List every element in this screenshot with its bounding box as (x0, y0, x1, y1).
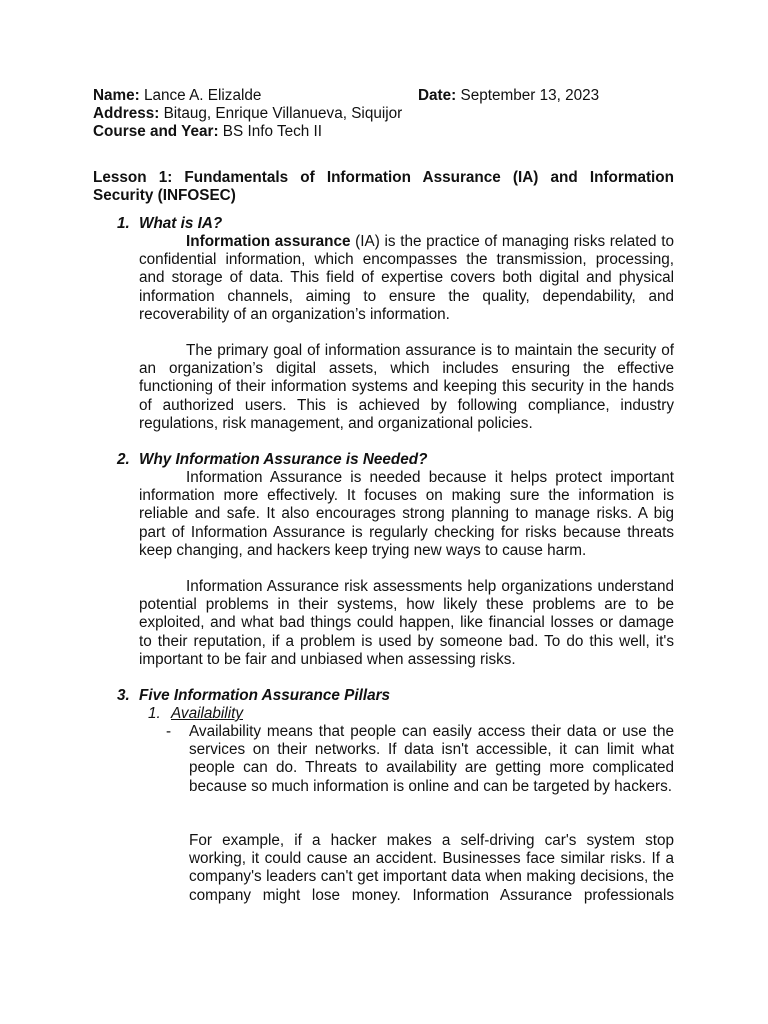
date-value: September 13, 2023 (460, 87, 600, 104)
section-1-heading: What is IA? (139, 215, 223, 232)
date-line (418, 87, 599, 105)
section-2-number: 2. (117, 451, 130, 468)
section-1-p2-text: The primary goal of information assurance is to maintain the security of an organization’s digital assets, which includes ensuring the effective functioning of their information systems and keeping this security in the hands of authorized users. This is achieved by following compliance, industry regulations, risk management, and organizational policies. (139, 342, 674, 432)
pillar-1-bullet-text-1 (189, 723, 674, 796)
pillar-1-number: 1. (148, 705, 161, 722)
course-line (93, 123, 322, 141)
availability-p1-text: Availability means that people can easily access their data or use the services on their networks. If data isn't accessible, it can limit what people can do. Threats to availability are getting more complicated because so much information is online and can be targeted by hackers. (189, 723, 674, 795)
section-2-p2-text: Information Assurance risk assessments help organizations understand potential problems in their systems, how likely these problems are to be exploited, and what bad things could happen, like financial losses or damage to their reputation, if a problem is used by someone bad. To do this well, it's important to be fair and unbiased when assessing risks. (139, 578, 674, 668)
name-label: Name: (93, 87, 140, 104)
section-2-paragraph-2 (139, 578, 674, 669)
name-value: Lance A. Elizalde (144, 87, 262, 104)
course-label: Course and Year: (93, 123, 219, 140)
pillar-1-title: Availability (171, 705, 243, 722)
address-value: Bitaug, Enrique Villanueva, Siquijor (163, 105, 403, 122)
availability-p2-text: For example, if a hacker makes a self-driving car's system stop working, it could cause an accident. Businesses face similar risks. If a company's leaders can't get important data when making decisions, the company might lose money. Information Assurance professionals (189, 832, 674, 904)
section-3-number: 3. (117, 687, 130, 704)
date-label: Date: (418, 87, 457, 104)
bullet-dash: - (166, 723, 172, 740)
section-2-p1-text: Information Assurance is needed because it helps protect important information more effectively. It focuses on making sure the information is reliable and safe. It also encourages strong planning to manage risks. A big part of Information Assurance is regularly checking for risks because threats keep changing, and hackers keep trying new ways to cause harm. (139, 469, 674, 559)
section-2-paragraph-1 (139, 469, 674, 560)
lesson-title-line1: Lesson 1: Fundamentals of Information Assurance (IA) and Information (93, 169, 674, 186)
lesson-title-line2: Security (INFOSEC) (93, 187, 236, 204)
pillar-1-bullet-text-2 (189, 832, 674, 905)
address-line (93, 105, 402, 123)
name-line (93, 87, 261, 105)
section-1-lead-term: Information assurance (186, 233, 351, 250)
section-1-paragraph-1 (139, 233, 674, 324)
course-value: BS Info Tech II (222, 123, 323, 140)
section-2-heading: Why Information Assurance is Needed? (139, 451, 428, 468)
section-1-paragraph-2 (139, 342, 674, 433)
section-1-p1-text: (IA) is the practice of managing risks related to confidential information, which encompasses the transmission, processing, and storage of data. This field of expertise covers both digital and physical information channels, aiming to ensure the quality, dependability, and recoverability of an organization’s information. (139, 233, 674, 323)
section-1-number: 1. (117, 215, 130, 232)
address-label: Address: (93, 105, 160, 122)
section-3-heading: Five Information Assurance Pillars (139, 687, 391, 704)
